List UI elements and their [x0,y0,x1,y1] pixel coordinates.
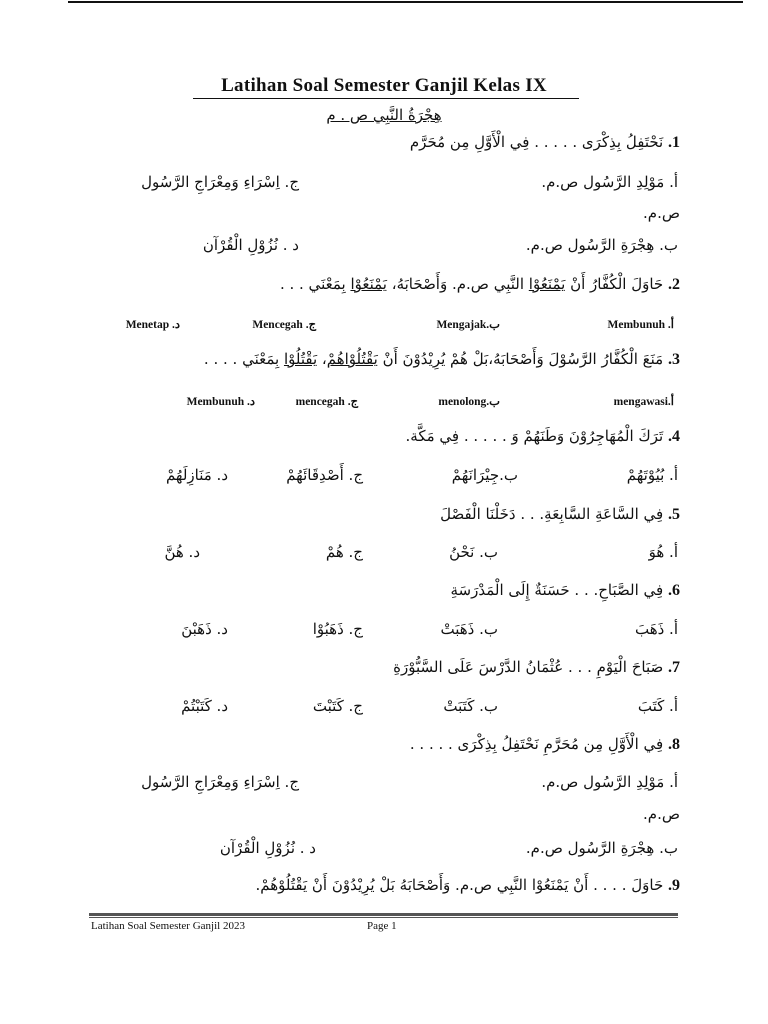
option-c: ج. هُمْ [325,543,363,561]
question-text: فِي الصَّبَاحِ. . . حَسَنَةٌ إِلَى الْمَدْرَسَةِ [450,581,664,599]
underlined-word: يَمْنَعُوْا [350,275,387,293]
option-c: ج. كَتَبْتَ [312,697,363,715]
subtitle-text: هِجْرَةُ النَّبِي ص . م [326,106,442,124]
option-a: أ. Membunuh [607,319,674,331]
option-c-wrap: ص.م. [643,204,680,222]
underlined-word: يَقْتُلُوْاهُمْ [326,350,378,368]
question-text: صَبَاحَ الْيَوْمِ . . . عُثْمَانُ الدَّرْسَ عَلَى السَّبُّوْرَةِ [393,658,664,676]
question-number: 4. [668,428,680,445]
page-number: Page 1 [367,920,397,932]
question-6 [451,581,681,600]
question-7 [393,658,680,677]
option-d: د . نُزُوْلِ الْقُرْآن [219,839,316,857]
document-title: Latihan Soal Semester Ganjil Kelas IX [221,75,547,96]
question-text: فِي الْأَوَّلِ مِن مُحَرَّمِ نَحْتَفِلُ بِذِكْرَى . . . . . [409,735,664,753]
option-d: د. ذَهَبْنَ [181,620,228,638]
option-c: ج. mencegah [295,396,358,408]
option-a: أ. كَتَبَ [637,697,678,715]
question-9 [255,876,680,895]
option-d: د. Menetap [125,319,180,331]
option-a: أ.mengawasi [613,396,674,408]
footer-rule-thin [89,917,678,918]
question-text: تَرَكَ الْمُهَاجِرُوْنَ وَطَنَهُمْ وَ . . . . . فِي مَكَّة. [405,427,664,445]
question-text-part: ، [317,350,327,368]
footer-rule [89,913,678,916]
option-b: ب.جِيْرَانَهُمْ [451,466,518,484]
option-a: أ. مَوْلِدِ الرَّسُول ص.م. [541,773,678,791]
top-rule [68,1,743,3]
question-number: 6. [668,582,680,599]
option-d: د. مَنَازِلَهُمْ [165,466,228,484]
underlined-word: يَقْتُلُوْا [283,350,318,368]
document-subtitle [0,106,768,124]
option-b: ب. هِجْرَةِ الرَّسُول ص.م. [525,839,678,857]
question-number: 3. [668,351,680,368]
option-a: أ. بُيُوْتَهُمْ [626,466,678,484]
option-b: ب.Mengajak [436,319,500,331]
option-d: د. Membunuh [186,396,255,408]
question-text-part: بِمَعْنَي . . . [279,275,351,293]
option-b: ب.menolong [438,396,500,408]
option-c-wrap: ص.م. [643,805,680,823]
question-number: 1. [668,134,680,151]
option-c: ج. اِسْرَاءِ وَمِعْرَاجِ الرَّسُول [141,773,299,791]
question-4 [406,427,680,446]
question-text: نَحْتَفِلُ بِذِكْرَى . . . . . فِي الْأَوَّلِ مِن مُحَرَّم [409,133,664,151]
option-c: ج. Mencegah [252,319,316,331]
footer-text: Latihan Soal Semester Ganjil 2023 [91,920,245,932]
option-c: ج. ذَهَبُوْا [312,620,363,638]
question-text: فِي السَّاعَةِ السَّابِعَةِ. . . دَخَلْنَا الْفَصْلَ [440,505,664,523]
question-2 [280,275,680,294]
question-3 [204,350,680,369]
question-8 [410,735,680,754]
option-b: ب. نَحْنُ [449,543,498,561]
question-text: حَاوَلَ . . . . أَنْ يَمْنَعُوْا النَّبِي ص.م. وَأَصْحَابَهُ بَلْ يُرِيْدُوْنَ أَنْ يَقْتُلُوْهُمْ. [255,876,664,894]
question-text-part: بِمَعْنَي . . . . [203,350,284,368]
question-number: 5. [668,506,680,523]
option-d: د. كَتَبْتُمْ [181,697,228,715]
title-underline [193,98,579,99]
option-d: د. هُنَّ [164,543,200,561]
option-a: أ. مَوْلِدِ الرَّسُول ص.م. [541,173,678,191]
question-text-part: النَّبِي ص.م. وَأَصْحَابَهُ، [386,275,529,293]
option-c: ج. أَصْدِقَائَهُمْ [286,466,363,484]
question-text-part: حَاوَلَ الْكُفَّارُ أَنْ [565,275,664,293]
question-1 [410,133,680,152]
option-a: أ. هُوَ [648,543,678,561]
question-number: 8. [668,736,680,753]
option-c: ج. اِسْرَاءِ وَمِعْرَاجِ الرَّسُول [141,173,299,191]
question-number: 9. [668,877,680,894]
question-number: 2. [668,276,680,293]
option-b: ب. كَتَبَتْ [443,697,498,715]
option-b: ب. هِجْرَةِ الرَّسُول ص.م. [525,236,678,254]
question-5 [440,505,680,524]
option-a: أ. ذَهَبَ [634,620,678,638]
question-number: 7. [668,659,680,676]
question-text-part: مَنَعَ الْكُفَّارُ الرَّسُوْلَ وَأَصْحَابَهُ،بَلْ هُمْ يُرِيْدُوْنَ أَنْ [377,350,664,368]
option-d: د . نُزُوْلِ الْقُرْآن [202,236,299,254]
underlined-word: يَمْنَعُوْا [528,275,566,293]
option-b: ب. ذَهَبَتْ [440,620,498,638]
